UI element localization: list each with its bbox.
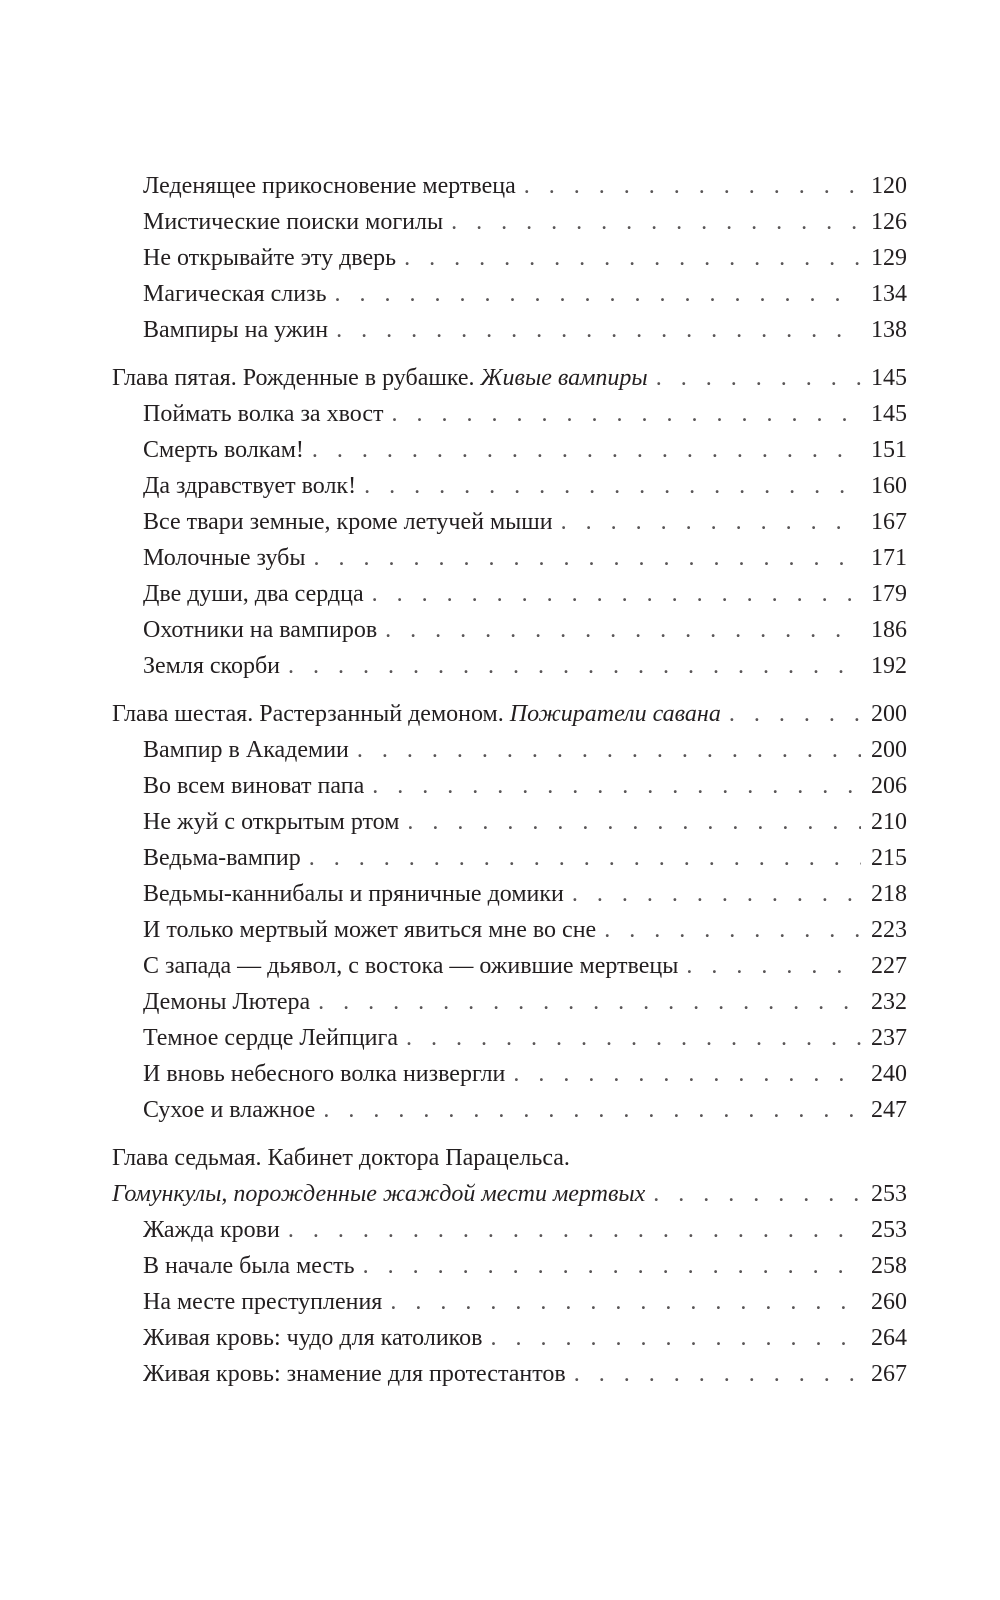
dot-leader — [385, 612, 861, 648]
toc-entry-page: 120 — [871, 173, 907, 199]
toc-entry-page: 223 — [871, 917, 907, 943]
toc-entry — [112, 1248, 907, 1284]
toc-entry-title: На месте преступления — [143, 1289, 383, 1315]
dot-leader — [323, 1092, 861, 1128]
toc-entry-title: Сухое и влажное — [143, 1097, 316, 1123]
chapter-subtitle: Пожиратели савана — [509, 701, 721, 727]
toc-entry-title: Демоны Лютера — [143, 989, 311, 1015]
dot-leader — [656, 360, 861, 396]
toc-entry-page: 126 — [871, 209, 907, 235]
toc-entry — [112, 1020, 907, 1056]
dot-leader — [372, 576, 861, 612]
chapter-title-text: Глава пятая. Рожденные в рубашке. — [112, 365, 475, 391]
dot-leader — [513, 1056, 861, 1092]
dot-leader — [490, 1320, 861, 1356]
dot-leader — [372, 768, 861, 804]
toc-entry — [112, 240, 907, 276]
toc-entry — [112, 912, 907, 948]
toc-entry — [112, 1056, 907, 1092]
toc-entry-page: 160 — [871, 473, 907, 499]
toc-entry-title: Живая кровь: знамение для протестантов — [143, 1361, 566, 1387]
dot-leader — [524, 168, 861, 204]
toc-entry-title: Живая кровь: чудо для католиков — [143, 1325, 483, 1351]
toc-entry-title: И только мертвый может явиться мне во сне — [143, 917, 597, 943]
toc-entry-page: 206 — [871, 773, 907, 799]
toc-entry — [112, 732, 907, 768]
toc-entry-title: Поймать волка за хвост — [143, 401, 384, 427]
toc-entry — [112, 168, 907, 204]
chapter-subtitle: Гомункулы, порожденные жаждой мести мертвых — [112, 1181, 646, 1207]
dot-leader — [572, 876, 861, 912]
dot-leader — [309, 840, 861, 876]
toc-entry — [112, 948, 907, 984]
toc-entry-page: 179 — [871, 581, 907, 607]
dot-leader — [574, 1356, 861, 1392]
chapter-page: 253 — [871, 1181, 907, 1207]
dot-leader — [729, 696, 861, 732]
toc-entry — [112, 1284, 907, 1320]
dot-leader — [391, 396, 861, 432]
toc-entry-page: 218 — [871, 881, 907, 907]
toc-entry — [112, 840, 907, 876]
toc-entry-page: 264 — [871, 1325, 907, 1351]
toc-entry-page: 260 — [871, 1289, 907, 1315]
dot-leader — [288, 1212, 861, 1248]
toc-entry-title: Мистические поиски могилы — [143, 209, 444, 235]
toc-entry-page: 227 — [871, 953, 907, 979]
toc-entry-title: Вампир в Академии — [143, 737, 349, 763]
dot-leader — [335, 276, 861, 312]
toc-entry-page: 200 — [871, 737, 907, 763]
dot-leader — [653, 1176, 861, 1212]
dot-leader — [318, 984, 861, 1020]
toc-entry-title: Ведьмы-каннибалы и пряничные домики — [143, 881, 564, 907]
toc-section-continued — [112, 168, 907, 348]
toc-entry-page: 134 — [871, 281, 907, 307]
toc-entry-page: 186 — [871, 617, 907, 643]
toc-section-chapter-7 — [112, 1140, 907, 1392]
toc-entry-title: В начале была месть — [143, 1253, 355, 1279]
toc-entry-title: Земля скорби — [143, 653, 281, 679]
toc-entry-page: 129 — [871, 245, 907, 271]
toc-entry-page: 210 — [871, 809, 907, 835]
toc-entry — [112, 540, 907, 576]
toc-entry-title: Магическая слизь — [143, 281, 327, 307]
toc-entry — [112, 1356, 907, 1392]
toc-entry-title: Все твари земные, кроме летучей мыши — [143, 509, 553, 535]
chapter-title-text: Глава седьмая. Кабинет доктора Парацельса. — [112, 1145, 570, 1171]
dot-leader — [357, 732, 861, 768]
toc-entry-title: Не открывайте эту дверь — [143, 245, 397, 271]
dot-leader — [407, 804, 861, 840]
toc-entry — [112, 984, 907, 1020]
dot-leader — [686, 948, 861, 984]
toc-entry-page: 237 — [871, 1025, 907, 1051]
toc-entry — [112, 648, 907, 684]
toc-entry-page: 232 — [871, 989, 907, 1015]
toc-entry — [112, 396, 907, 432]
toc-entry-title: Смерть волкам! — [143, 437, 304, 463]
chapter-heading — [112, 360, 907, 396]
toc-entry-title: С запада — дьявол, с востока — ожившие мертвецы — [143, 953, 679, 979]
toc-entry-page: 171 — [871, 545, 907, 571]
toc-entry-title: Две души, два сердца — [143, 581, 364, 607]
toc-entry-page: 138 — [871, 317, 907, 343]
toc-entry-page: 145 — [871, 401, 907, 427]
toc-entry — [112, 612, 907, 648]
dot-leader — [364, 468, 861, 504]
toc-entry-page: 267 — [871, 1361, 907, 1387]
toc-entry-page: 240 — [871, 1061, 907, 1087]
dot-leader — [312, 432, 861, 468]
chapter-title — [112, 696, 721, 732]
toc-entry-title: Во всем виноват папа — [143, 773, 365, 799]
toc-entry — [112, 876, 907, 912]
table-of-contents — [112, 168, 907, 1392]
toc-entry-title: И вновь небесного волка низвергли — [143, 1061, 506, 1087]
toc-entry — [112, 276, 907, 312]
toc-entry-title: Молочные зубы — [143, 545, 306, 571]
dot-leader — [390, 1284, 861, 1320]
dot-leader — [313, 540, 861, 576]
toc-entry-title: Темное сердце Лейпцига — [143, 1025, 398, 1051]
chapter-page: 200 — [871, 701, 907, 727]
toc-section-chapter-5 — [112, 360, 907, 684]
toc-entry-title: Охотники на вампиров — [143, 617, 378, 643]
dot-leader — [406, 1020, 861, 1056]
dot-leader — [451, 204, 861, 240]
toc-entry-title: Леденящее прикосновение мертвеца — [143, 173, 516, 199]
dot-leader — [404, 240, 861, 276]
chapter-subtitle: Живые вампиры — [480, 365, 648, 391]
toc-entry — [112, 204, 907, 240]
dot-leader — [336, 312, 861, 348]
chapter-title — [112, 360, 648, 396]
toc-entry-title: Жажда крови — [143, 1217, 280, 1243]
toc-section-chapter-6 — [112, 696, 907, 1128]
dot-leader — [363, 1248, 861, 1284]
toc-entry — [112, 432, 907, 468]
chapter-page: 145 — [871, 365, 907, 391]
toc-entry-page: 215 — [871, 845, 907, 871]
dot-leader — [561, 504, 861, 540]
toc-entry — [112, 312, 907, 348]
toc-entry-title: Не жуй с открытым ртом — [143, 809, 400, 835]
toc-entry — [112, 504, 907, 540]
toc-entry-page: 192 — [871, 653, 907, 679]
toc-entry-page: 167 — [871, 509, 907, 535]
chapter-heading — [112, 696, 907, 732]
toc-entry — [112, 1212, 907, 1248]
toc-entry — [112, 468, 907, 504]
toc-entry-title: Ведьма-вампир — [143, 845, 301, 871]
toc-entry — [112, 576, 907, 612]
toc-entry-page: 247 — [871, 1097, 907, 1123]
toc-entry — [112, 768, 907, 804]
dot-leader — [604, 912, 861, 948]
chapter-title-text: Глава шестая. Растерзанный демоном. — [112, 701, 504, 727]
toc-entry — [112, 804, 907, 840]
toc-entry-title: Да здравствует волк! — [143, 473, 357, 499]
toc-entry-title: Вампиры на ужин — [143, 317, 329, 343]
toc-entry-page: 253 — [871, 1217, 907, 1243]
chapter-heading — [112, 1176, 907, 1212]
toc-entry-page: 151 — [871, 437, 907, 463]
dot-leader — [288, 648, 861, 684]
toc-entry-page: 258 — [871, 1253, 907, 1279]
toc-entry — [112, 1320, 907, 1356]
toc-entry — [112, 1092, 907, 1128]
